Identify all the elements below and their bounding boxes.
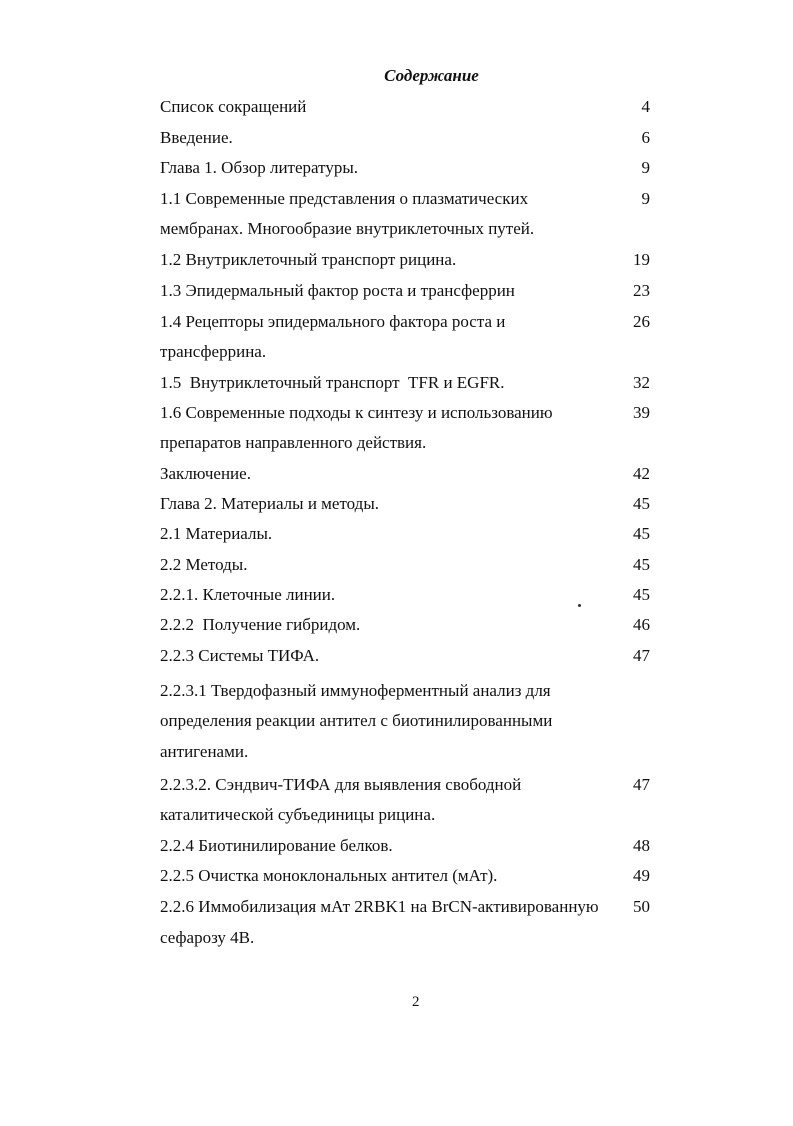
toc-entry-text: антигенами.	[160, 742, 249, 761]
toc-entry-page: 6	[641, 128, 650, 147]
toc-entry-text: 1.4 Рецепторы эпидермального фактора роста и	[160, 312, 506, 331]
toc-entry-text: 2.2.4 Биотинилирование белков.	[160, 836, 393, 855]
toc-entry-text: 2.1 Материалы.	[160, 524, 273, 543]
toc-entry-page: 4	[641, 97, 650, 116]
toc-entry-page: 39	[633, 403, 650, 422]
toc-entry-text: 1.6 Современные подходы к синтезу и использованию	[160, 403, 553, 422]
toc-entry-text: Глава 2. Материалы и методы.	[160, 494, 380, 513]
toc-entry-page: 42	[633, 464, 650, 483]
toc-entry-text: каталитической субъединицы рицина.	[160, 805, 436, 824]
toc-entry-text: препаратов направленного действия.	[160, 433, 427, 452]
toc-entry-text: 2.2 Методы.	[160, 555, 248, 574]
toc-entry-text: Введение.	[160, 128, 233, 147]
toc-entry-text: Глава 1. Обзор литературы.	[160, 158, 359, 177]
toc-entry-text: 2.2.3.1 Твердофазный иммуноферментный анализ для	[160, 681, 551, 700]
toc-entry-text: 2.2.3 Системы ТИФА.	[160, 646, 320, 665]
toc-entry-page: 19	[633, 250, 650, 269]
toc-entry-text: Заключение.	[160, 464, 251, 483]
toc-entry-text: 2.2.5 Очистка моноклональных антител (мАт).	[160, 866, 498, 885]
toc-entry-text: сефарозу 4В.	[160, 928, 255, 947]
toc-entry-page: 50	[633, 897, 650, 916]
toc-entry-text: Список сокращений	[160, 97, 307, 116]
toc-title: Содержание	[384, 66, 479, 85]
toc-entry-text: 1.2 Внутриклеточный транспорт рицина.	[160, 250, 457, 269]
toc-entry-text: трансферрина.	[160, 342, 267, 361]
toc-entry-page: 46	[633, 615, 650, 634]
toc-entry-page: 47	[633, 646, 650, 665]
toc-entry-text: определения реакции антител с биотинилированными	[160, 711, 553, 730]
toc-entry-page: 47	[633, 775, 650, 794]
toc-entry-page: 26	[633, 312, 650, 331]
toc-entry-page: 9	[641, 158, 650, 177]
toc-entry-page: 23	[633, 281, 650, 300]
toc-entry-text: 2.2.1. Клеточные линии.	[160, 585, 336, 604]
toc-entry-page: 45	[633, 524, 650, 543]
toc-entry-text: 2.2.6 Иммобилизация мАт 2RBK1 на BrCN-активированную	[160, 897, 599, 916]
scan-speck	[578, 604, 581, 607]
toc-entry-text: 1.1 Современные представления о плазматических	[160, 189, 529, 208]
toc-entry-page: 48	[633, 836, 650, 855]
toc-entry-text: 2.2.2 Получение гибридом.	[160, 615, 361, 634]
toc-entry-page: 45	[633, 555, 650, 574]
toc-entry-page: 49	[633, 866, 650, 885]
toc-entry-text: 1.5 Внутриклеточный транспорт TFR и EGFR.	[160, 373, 505, 392]
toc-entry-page: 32	[633, 373, 650, 392]
toc-entry-page: 45	[633, 585, 650, 604]
toc-entry-page: 45	[633, 494, 650, 513]
toc-entry-page: 9	[641, 189, 650, 208]
toc-entry-text: 2.2.3.2. Сэндвич-ТИФА для выявления свободной	[160, 775, 522, 794]
page-number: 2	[412, 994, 420, 1010]
toc-entry-text: мембранах. Многообразие внутриклеточных путей.	[160, 219, 535, 238]
toc-entry-text: 1.3 Эпидермальный фактор роста и трансферрин	[160, 281, 515, 300]
